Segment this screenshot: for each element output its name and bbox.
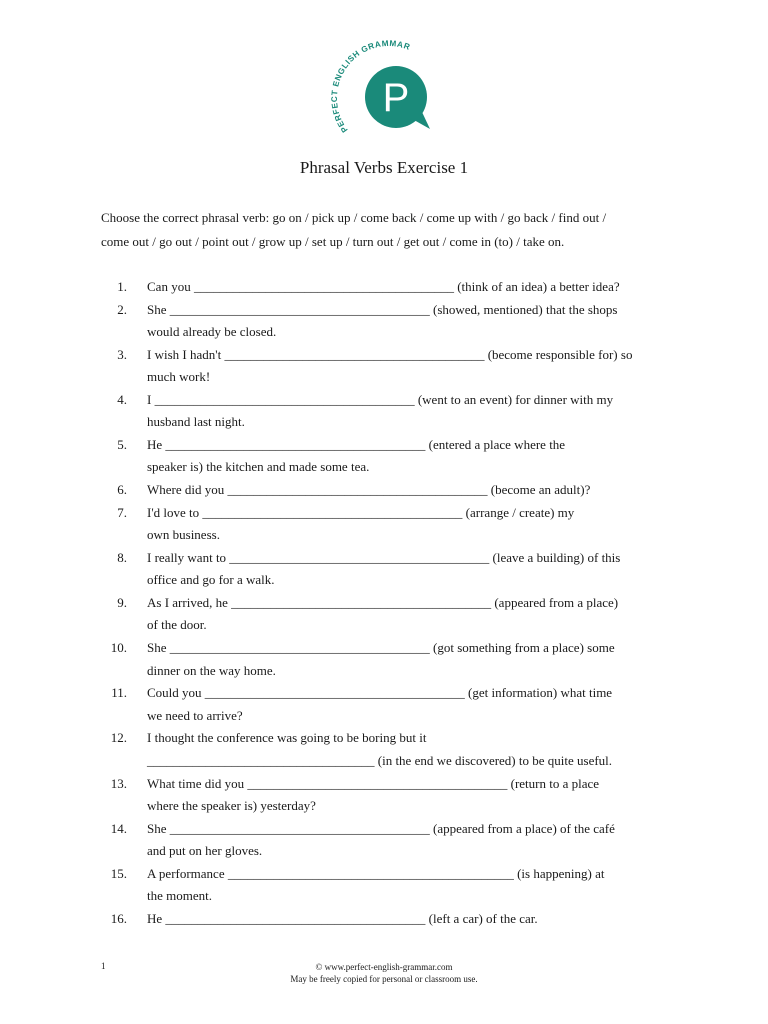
logo-arc-text: PERFECT ENGLISH GRAMMAR [330,40,412,135]
exercise-text: Can you ________________________________________ (think of an idea) a better idea? [147,279,620,294]
exercise-text: As I arrived, he ________________________________________ (appeared from a place) [147,595,619,611]
footer [0,961,768,985]
footer-usage-note: May be freely copied for personal or classroom use. [290,974,478,984]
page-title: Phrasal Verbs Exercise 1 [299,158,469,177]
exercise-text: I ________________________________________ (went to an event) for dinner with my [147,391,614,407]
exercise-number: 10. [110,640,127,656]
exercise-text: much work! [147,369,211,385]
exercise-item [101,863,681,908]
exercise-item [101,299,681,344]
logo-icon [330,40,440,140]
exercise-number: 2. [117,301,127,317]
exercise-text: the moment. [147,888,212,904]
instructions [101,206,681,254]
exercise-item [101,727,681,772]
exercise-number: 6. [117,482,127,498]
exercise-text: I thought the conference was going to be boring but it [147,730,427,746]
exercise-item [101,344,681,389]
exercise-text: I'd love to ________________________________________ (arrange / create) my [147,504,575,520]
exercise-text: where the speaker is) yesterday? [147,797,316,813]
exercise-text: would already be closed. [147,324,277,340]
exercise-text: we need to arrive? [147,707,243,723]
exercise-text: He ________________________________________ (left a car) of the car. [147,910,538,926]
exercise-item [101,908,681,930]
exercise-text: husband last night. [147,414,245,430]
page-number: 1 [101,961,106,971]
exercise-item [101,682,681,727]
footer-copyright: © www.perfect-english-grammar.com [315,962,453,972]
exercise-item [101,773,681,818]
exercise-item [101,434,681,479]
exercise-number: 1. [117,279,127,294]
exercise-item [101,637,681,682]
instructions-line: come out / go out / point out / grow up / set up / turn out / get out / come in (to) / take on. [101,234,565,249]
exercise-list [101,276,681,931]
exercise-text: and put on her gloves. [147,843,263,859]
exercise-number: 13. [110,775,127,791]
exercise-item [101,592,681,637]
exercise-text: What time did you ________________________________________ (return to a place [147,775,600,791]
exercise-text: speaker is) the kitchen and made some tea. [147,459,370,475]
exercise-number: 3. [117,346,127,362]
exercise-number: 8. [117,549,127,565]
exercise-text: Where did you ________________________________________ (become an adult)? [147,482,591,498]
exercise-text: She ________________________________________ (got something from a place) some [147,640,615,656]
exercise-item [101,818,681,863]
exercise-number: 15. [110,865,127,881]
exercise-item [101,389,681,434]
exercise-number: 4. [117,391,127,407]
exercise-text: office and go for a walk. [147,572,275,588]
exercise-text: Could you ________________________________________ (get information) what time [147,685,613,701]
exercise-number: 14. [110,820,127,836]
instructions-line: Choose the correct phrasal verb: go on / pick up / come back / come up with / go back / find out / [101,210,607,225]
logo [330,40,440,140]
exercise-text: own business. [147,527,220,543]
exercise-number: 5. [117,437,127,453]
exercise-number: 7. [117,504,127,520]
logo-letter: P [382,76,410,120]
exercise-text: of the door. [147,617,207,633]
exercise-number: 11. [111,685,127,701]
exercise-text: I wish I hadn't ________________________________________ (become responsible for) so [147,346,633,362]
exercise-text: He ________________________________________ (entered a place where the [147,437,566,453]
exercise-text: She ________________________________________ (showed, mentioned) that the shops [147,301,618,317]
exercise-item [101,547,681,592]
exercise-number: 12. [110,730,127,746]
exercise-text: ___________________________________ (in the end we discovered) to be quite useful. [147,752,613,768]
exercise-item [101,502,681,547]
exercise-text: dinner on the way home. [147,662,276,678]
exercise-text: I really want to ________________________________________ (leave a building) of this [147,549,621,565]
exercise-text: She ________________________________________ (appeared from a place) of the café [147,820,615,836]
exercise-number: 9. [117,595,127,611]
exercise-text: A performance ____________________________________________ (is happening) at [147,865,605,881]
exercise-number: 16. [110,910,127,926]
exercise-item [101,479,681,501]
exercise-item [101,276,681,298]
